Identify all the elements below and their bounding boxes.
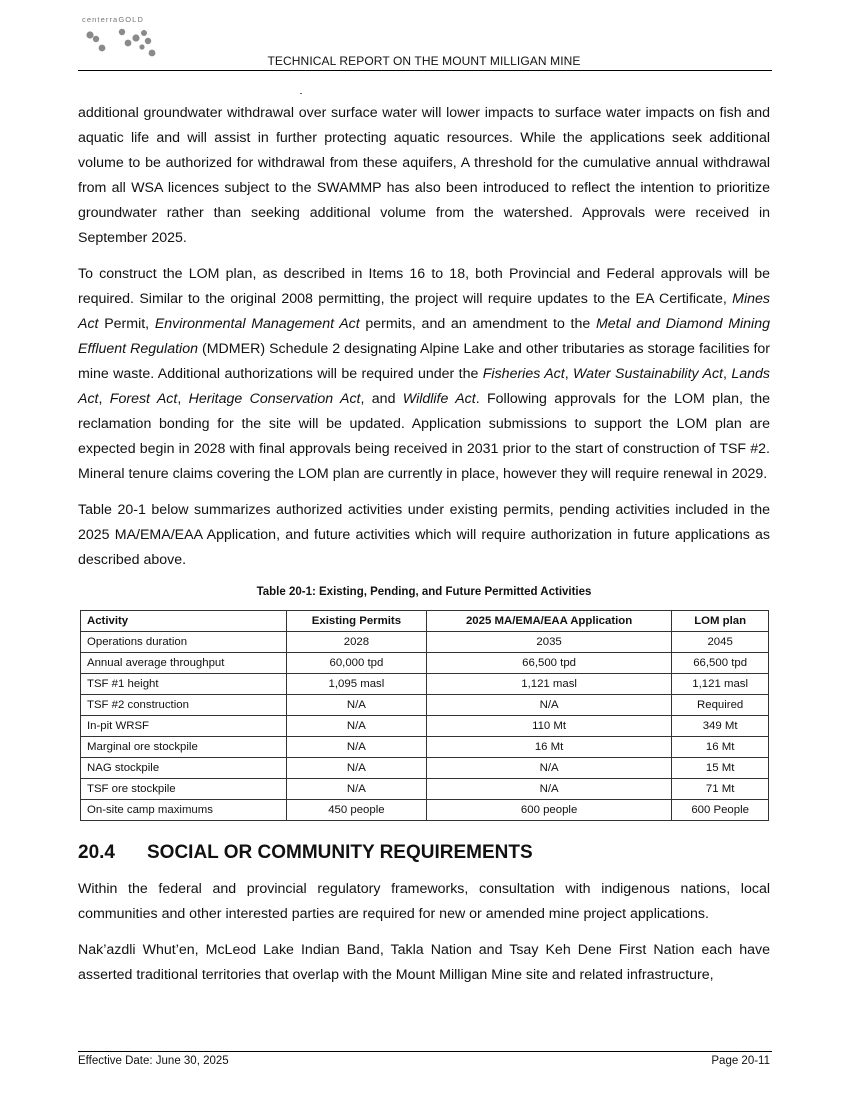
italic-act-name: Wildlife Act: [402, 391, 476, 407]
table-cell: 15 Mt: [672, 758, 769, 779]
italic-act-name: Forest Act: [109, 391, 178, 407]
table-cell: 66,500 tpd: [426, 653, 671, 674]
table-cell: 16 Mt: [672, 737, 769, 758]
text-run: permits, and an amendment to the: [359, 316, 596, 332]
table-cell: N/A: [286, 695, 426, 716]
table-row: [81, 758, 769, 779]
permits-table: [80, 610, 769, 821]
table-cell: N/A: [426, 695, 671, 716]
running-header-title: TECHNICAL REPORT ON THE MOUNT MILLIGAN MINE: [267, 54, 581, 68]
table-cell: 110 Mt: [426, 716, 671, 737]
italic-act-name: Environmental Management Act: [154, 316, 360, 332]
stray-mark: [300, 93, 302, 94]
table-cell: NAG stockpile: [81, 758, 287, 779]
table-cell: 66,500 tpd: [672, 653, 769, 674]
table-cell: 1,095 masl: [286, 674, 426, 695]
table-header-row: [81, 611, 769, 632]
header-rule: [78, 70, 772, 71]
italic-act-name: Lands Act: [78, 366, 770, 407]
table-cell: 1,121 masl: [672, 674, 769, 695]
table-cell: In-pit WRSF: [81, 716, 287, 737]
table-cell: 600 People: [672, 800, 769, 821]
table-cell: 71 Mt: [672, 779, 769, 800]
table-cell: 349 Mt: [672, 716, 769, 737]
table-caption: Table 20-1: Existing, Pending, and Future Permitted Activities: [256, 586, 592, 598]
table-cell: 60,000 tpd: [286, 653, 426, 674]
italic-act-name: Heritage Conservation Act: [188, 391, 361, 407]
table-cell: 1,121 masl: [426, 674, 671, 695]
text-run: . Following approvals for the LOM plan, the reclamation bonding for the site will be updated. Application submissions to support the LOM plan are expected begin in 2028 with final approvals being received in 2031 prior to the start of construction of TSF #2. Mineral tenure claims covering the LOM plan are currently in place, however they will require renewal in 2029.: [78, 391, 771, 482]
table-row: [81, 632, 769, 653]
column-header: Activity: [81, 611, 287, 632]
text-run: ,: [98, 391, 110, 407]
table-row: [81, 779, 769, 800]
table-cell: N/A: [286, 758, 426, 779]
table-cell: Operations duration: [81, 632, 287, 653]
paragraph: Within the federal and provincial regulatory frameworks, consultation with indigenous nations, local communities and other interested parties are required for new or amended mine project applications.: [78, 881, 770, 922]
table-row: [81, 695, 769, 716]
column-header: LOM plan: [672, 611, 769, 632]
table-cell: 2028: [286, 632, 426, 653]
table-cell: TSF #2 construction: [81, 695, 287, 716]
table-cell: 2035: [426, 632, 671, 653]
text-run: ,: [723, 366, 732, 382]
table-cell: On-site camp maximums: [81, 800, 287, 821]
table-row: [81, 674, 769, 695]
text-run: Permit,: [98, 316, 155, 332]
table-cell: TSF ore stockpile: [81, 779, 287, 800]
text-run: (MDMER) Schedule 2 designating Alpine Lake and other tributaries as storage facilities for mine waste. Additional authorizations will be required under the: [78, 341, 771, 382]
table-cell: 450 people: [286, 800, 426, 821]
footer-rule: [78, 1051, 772, 1052]
table-row: [81, 716, 769, 737]
page-body: [78, 101, 770, 999]
italic-act-name: Fisheries Act: [482, 366, 565, 382]
section-heading: [78, 841, 770, 865]
italic-act-name: Mines Act: [78, 291, 770, 332]
table-cell: Marginal ore stockpile: [81, 737, 287, 758]
paragraph: Table 20-1 below summarizes authorized activities under existing permits, pending activities included in the 2025 MA/EMA/EAA Application, and future activities which will require authorization in future applications as described above.: [78, 502, 770, 568]
table-cell: N/A: [286, 716, 426, 737]
section-title: SOCIAL OR COMMUNITY REQUIREMENTS: [147, 842, 533, 863]
table-cell: N/A: [426, 758, 671, 779]
text-run: ,: [177, 391, 189, 407]
section-number: 20.4: [78, 842, 115, 863]
effective-date: Effective Date: June 30, 2025: [78, 1055, 229, 1067]
table-cell: N/A: [286, 737, 426, 758]
paragraph: additional groundwater withdrawal over surface water will lower impacts to surface water impacts on fish and aquatic life and will assist in further protecting aquatic resources. While the applications seek additional volume to be authorized for withdrawal from these aquifers, A threshold for the cumulative annual withdrawal from all WSA licences subject to the SWAMMP has also been introduced to reflect the intention to prioritize groundwater rather than seeking additional volume from the watershed. Approvals were received in September 2025.: [78, 105, 770, 246]
text-run: To construct the LOM plan, as described in Items 16 to 18, both Provincial and Federal approvals will be required. Similar to the original 2008 permitting, the project will require updates to the EA Certificate,: [78, 266, 770, 307]
table-cell: Annual average throughput: [81, 653, 287, 674]
column-header: Existing Permits: [286, 611, 426, 632]
table-row: [81, 800, 769, 821]
paragraph: [78, 262, 770, 487]
paragraph: Nak’azdli Whut’en, McLeod Lake Indian Band, Takla Nation and Tsay Keh Dene First Nation each have asserted traditional territories that overlap with the Mount Milligan Mine site and related infrastructure,: [78, 942, 770, 983]
italic-act-name: Water Sustainability Act: [573, 366, 723, 382]
table-row: [81, 737, 769, 758]
text-run: , and: [360, 391, 403, 407]
logo-wordmark: centerraGOLD: [82, 15, 144, 24]
table-cell: 600 people: [426, 800, 671, 821]
table-cell: TSF #1 height: [81, 674, 287, 695]
table-cell: N/A: [286, 779, 426, 800]
table-cell: N/A: [426, 779, 671, 800]
column-header: 2025 MA/EMA/EAA Application: [426, 611, 671, 632]
italic-act-name: Metal and Diamond Mining Effluent Regulation: [78, 316, 770, 357]
table-cell: 16 Mt: [426, 737, 671, 758]
text-run: ,: [564, 366, 574, 382]
table-row: [81, 653, 769, 674]
table-cell: 2045: [672, 632, 769, 653]
table-cell: Required: [672, 695, 769, 716]
page-number: Page 20-11: [711, 1055, 770, 1067]
